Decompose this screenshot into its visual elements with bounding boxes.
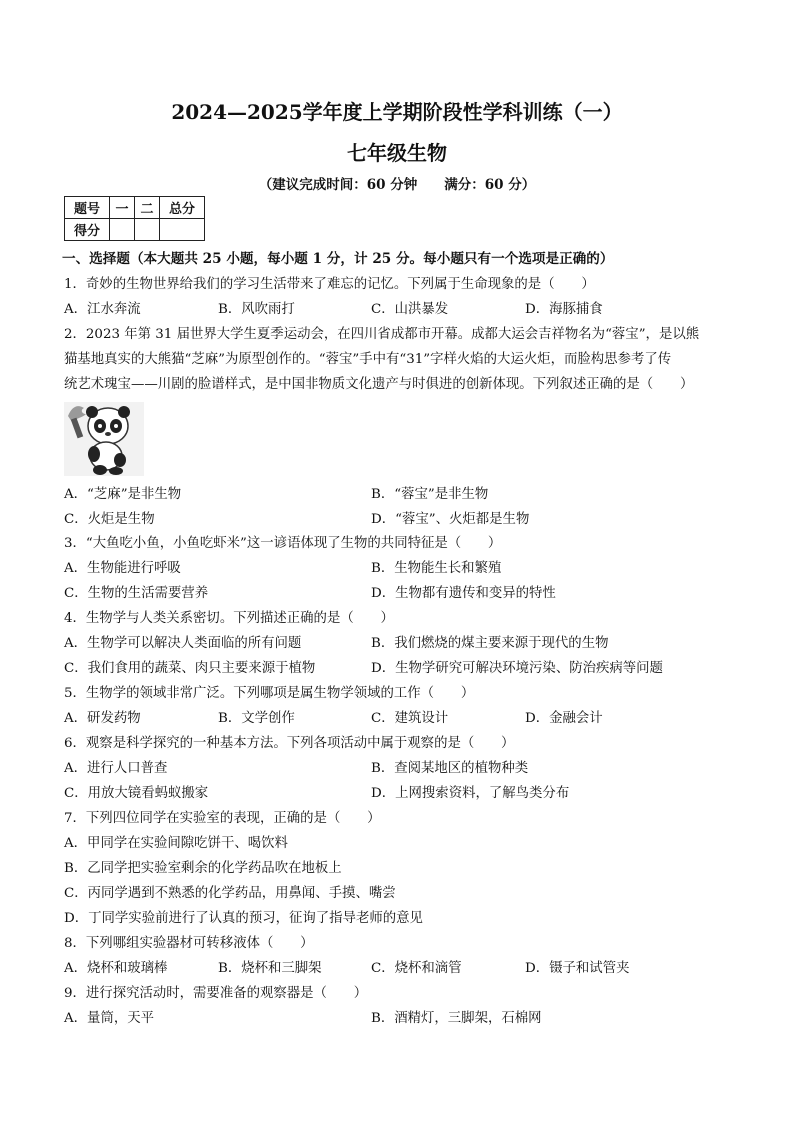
option-b[interactable]: B．文学创作 bbox=[218, 711, 295, 726]
option-b[interactable]: B．风吹雨打 bbox=[218, 302, 295, 317]
score-table-header-row bbox=[65, 197, 205, 219]
section-heading: 一、选择题（本大题共 25 小题，每小题 1 分，计 25 分。每小题只有一个选项是正确的） bbox=[62, 251, 614, 267]
score-table-score-row bbox=[65, 219, 205, 241]
score-entry-1[interactable] bbox=[110, 219, 135, 241]
question-stem: 7．下列四位同学在实验室的表现，正确的是（ ） bbox=[64, 811, 381, 826]
option-c[interactable]: C．我们食用的蔬菜、肉只主要来源于植物 bbox=[64, 661, 316, 676]
score-table bbox=[64, 196, 205, 241]
exam-time-note: （建议完成时间：60 分钟 满分：60 分） bbox=[258, 177, 536, 193]
option-c[interactable]: C．火炬是生物 bbox=[64, 512, 155, 527]
score-cell: 得分 bbox=[65, 219, 110, 241]
option-a[interactable]: A．量筒，天平 bbox=[64, 1011, 155, 1026]
option-d[interactable]: D．镊子和试管夹 bbox=[525, 961, 630, 976]
option-d[interactable]: D．生物学研究可解决环境污染、防治疾病等问题 bbox=[371, 661, 663, 676]
question-stem: 5．生物学的领域非常广泛。下列哪项是属生物学领域的工作（ ） bbox=[64, 686, 475, 701]
exam-title: 2024—2025学年度上学期阶段性学科训练（一） bbox=[171, 100, 623, 124]
option-a[interactable]: A．生物能进行呼吸 bbox=[64, 561, 181, 576]
option-a[interactable]: A．生物学可以解决人类面临的所有问题 bbox=[64, 636, 302, 651]
option-b[interactable]: B．我们燃烧的煤主要来源于现代的生物 bbox=[371, 636, 609, 651]
question-stem: 8．下列哪组实验器材可转移液体（ ） bbox=[64, 936, 314, 951]
option-b[interactable]: B．“蓉宝”是非生物 bbox=[371, 487, 489, 502]
option-c[interactable]: C．丙同学遇到不熟悉的化学药品，用鼻闻、手摸、嘴尝 bbox=[64, 886, 396, 901]
score-cell: 一 bbox=[110, 197, 135, 219]
option-a[interactable]: A．进行人口普查 bbox=[64, 761, 168, 776]
score-cell: 总分 bbox=[160, 197, 205, 219]
question-stem: 统艺术瑰宝——川剧的脸谱样式，是中国非物质文化遗产与时俱进的创新体现。下列叙述正确的是（ ） bbox=[64, 377, 694, 392]
option-d[interactable]: D．“蓉宝”、火炬都是生物 bbox=[371, 512, 530, 527]
score-cell: 题号 bbox=[65, 197, 110, 219]
option-c[interactable]: C．生物的生活需要营养 bbox=[64, 586, 209, 601]
option-d[interactable]: D．金融会计 bbox=[525, 711, 603, 726]
score-entry-2[interactable] bbox=[135, 219, 160, 241]
score-cell: 二 bbox=[135, 197, 160, 219]
option-a[interactable]: A．烧杯和玻璃棒 bbox=[64, 961, 168, 976]
option-c[interactable]: C．建筑设计 bbox=[371, 711, 449, 726]
option-a[interactable]: A．江水奔流 bbox=[64, 302, 141, 317]
score-entry-total[interactable] bbox=[160, 219, 205, 241]
option-b[interactable]: B．生物能生长和繁殖 bbox=[371, 561, 502, 576]
option-c[interactable]: C．烧杯和滴管 bbox=[371, 961, 462, 976]
option-c[interactable]: C．用放大镜看蚂蚁搬家 bbox=[64, 786, 209, 801]
option-a[interactable]: A．甲同学在实验间隙吃饼干、喝饮料 bbox=[64, 836, 288, 851]
question-stem: 6．观察是科学探究的一种基本方法。下列各项活动中属于观察的是（ ） bbox=[64, 736, 515, 751]
exam-subtitle: 七年级生物 bbox=[347, 141, 447, 165]
question-stem: 9．进行探究活动时，需要准备的观察器是（ ） bbox=[64, 986, 368, 1001]
option-d[interactable]: D．上网搜索资料，了解鸟类分布 bbox=[371, 786, 570, 801]
question-stem: 3．“大鱼吃小鱼，小鱼吃虾米”这一谚语体现了生物的共同特征是（ ） bbox=[64, 536, 502, 551]
option-c[interactable]: C．山洪暴发 bbox=[371, 302, 449, 317]
option-b[interactable]: B．烧杯和三脚架 bbox=[218, 961, 322, 976]
option-d[interactable]: D．海豚捕食 bbox=[525, 302, 603, 317]
option-b[interactable]: B．乙同学把实验室剩余的化学药品吹在地板上 bbox=[64, 861, 342, 876]
option-b[interactable]: B．酒精灯，三脚架，石棉网 bbox=[371, 1011, 542, 1026]
option-d[interactable]: D．生物都有遗传和变异的特性 bbox=[371, 586, 556, 601]
option-a[interactable]: A．研发药物 bbox=[64, 711, 141, 726]
panda-mascot-image bbox=[64, 402, 144, 476]
option-d[interactable]: D．丁同学实验前进行了认真的预习，征询了指导老师的意见 bbox=[64, 911, 423, 926]
question-stem: 1．奇妙的生物世界给我们的学习生活带来了难忘的记忆。下列属于生命现象的是（ ） bbox=[64, 277, 595, 292]
question-stem: 2．2023 年第 31 届世界大学生夏季运动会，在四川省成都市开幕。成都大运会吉祥物名为“蓉宝”，是以熊 bbox=[64, 327, 700, 342]
option-a[interactable]: A．“芝麻”是非生物 bbox=[64, 487, 182, 502]
question-stem: 猫基地真实的大熊猫“芝麻”为原型创作的。“蓉宝”手中有“31”字样火焰的大运火炬，而脸构思参考了传 bbox=[64, 352, 672, 367]
option-b[interactable]: B．查阅某地区的植物种类 bbox=[371, 761, 529, 776]
question-stem: 4．生物学与人类关系密切。下列描述正确的是（ ） bbox=[64, 611, 394, 626]
